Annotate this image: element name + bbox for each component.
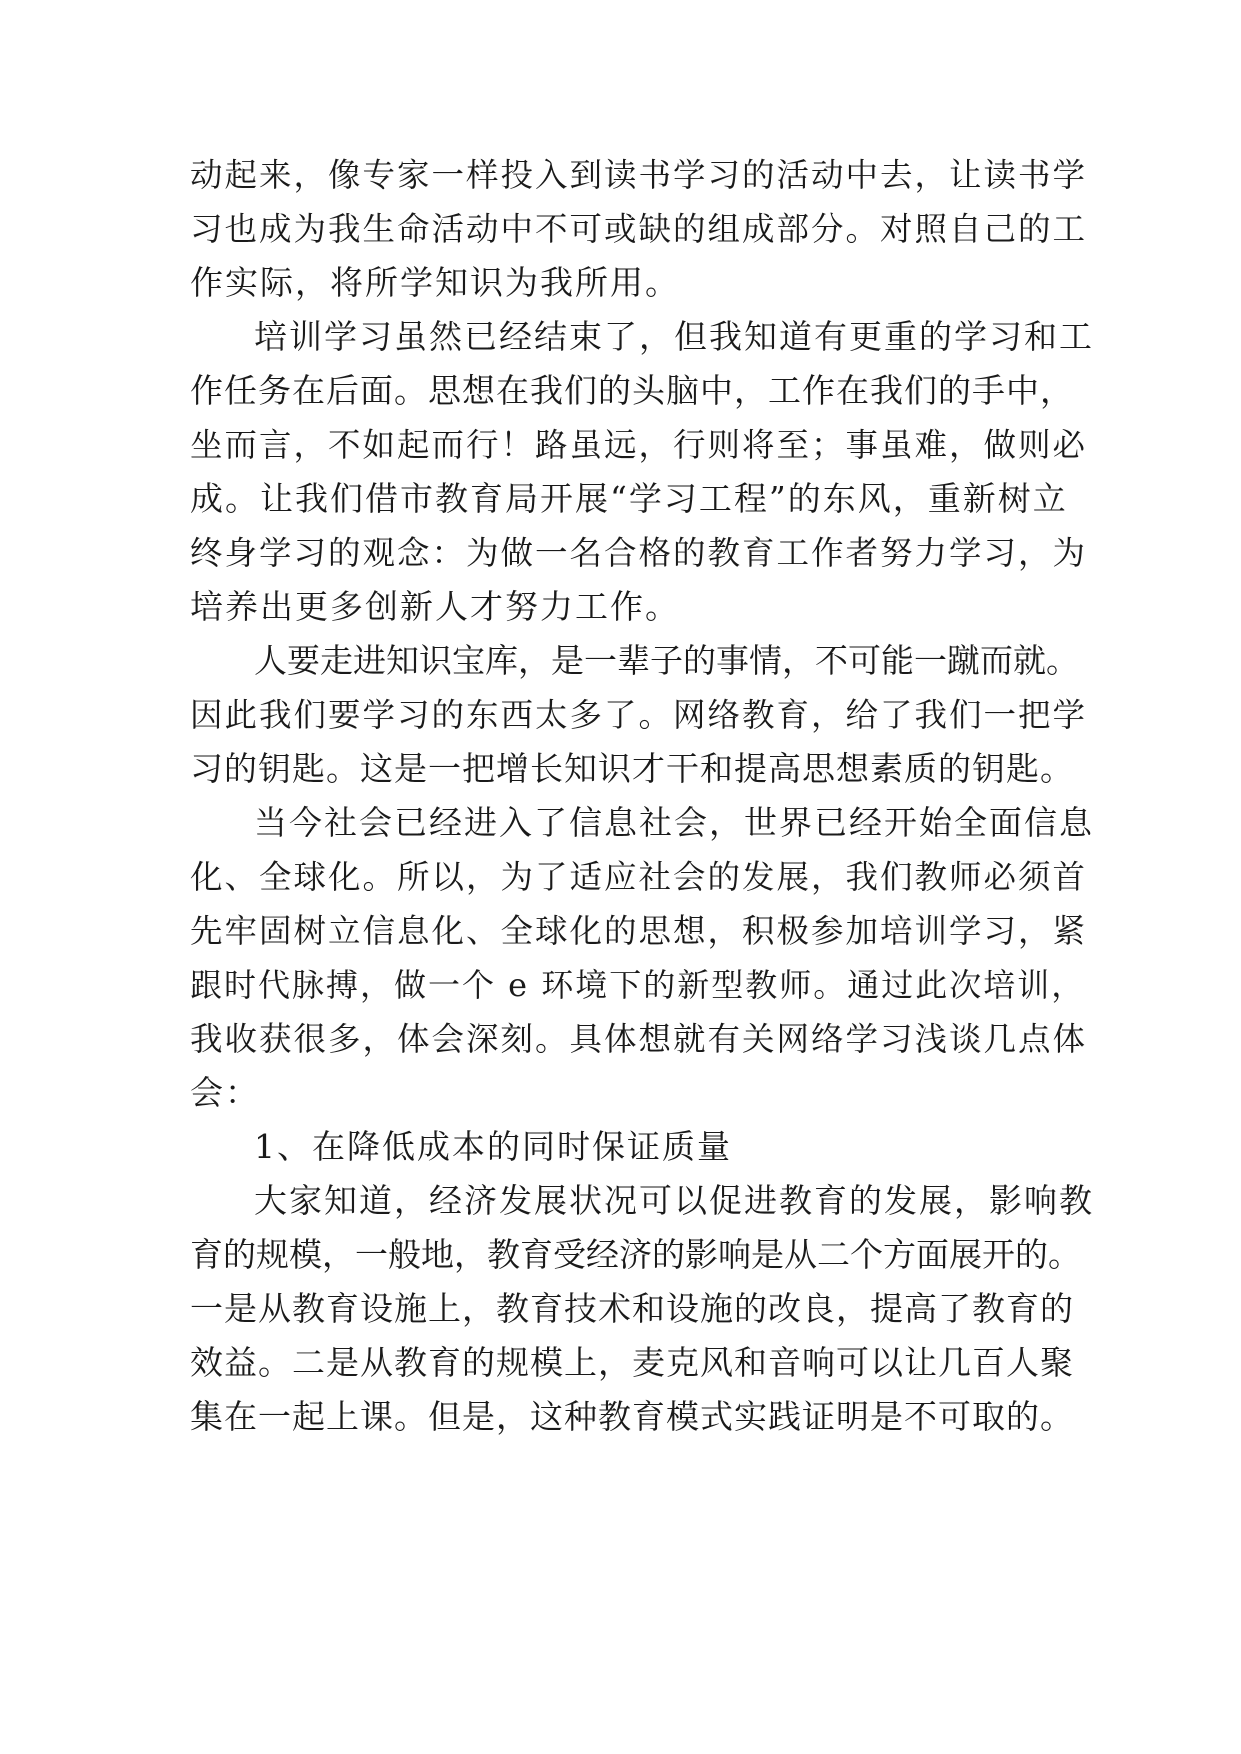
text-line: 动起来，像专家一样投入到读书学习的活动中去，让读书学 (190, 156, 1088, 194)
text-line: 终身学习的观念：为做一名合格的教育工作者努力学习，为 (190, 534, 1088, 572)
text-line: 因此我们要学习的东西太多了。网络教育，给了我们一把学 (190, 696, 1088, 734)
document-body (190, 148, 1094, 1444)
text-line: 一是从教育设施上，教育技术和设施的改良，提高了教育的 (190, 1289, 1074, 1328)
text-line: 化、全球化。所以，为了适应社会的发展，我们教师必须首 (190, 858, 1088, 896)
text-line: 先牢固树立信息化、全球化的思想，积极参加培训学习，紧 (190, 912, 1088, 950)
text-line: 大家知道，经济发展状况可以促进教育的发展，影响教 (254, 1181, 1094, 1220)
text-line: 1、在降低成本的同时保证质量 (254, 1127, 732, 1166)
text-line: 我收获很多，体会深刻。具体想就有关网络学习浅谈几点体 (190, 1020, 1088, 1058)
text-line: 效益。二是从教育的规模上，麦克风和音响可以让几百人聚 (190, 1343, 1074, 1382)
text-line: 会： (190, 1073, 260, 1112)
text-line: 培养出更多创新人才努力工作。 (190, 587, 680, 626)
text-line: 当今社会已经进入了信息社会，世界已经开始全面信息 (254, 803, 1094, 842)
text-line: 培训学习虽然已经结束了，但我知道有更重的学习和工 (254, 317, 1094, 356)
text-line: 作实际，将所学知识为我所用。 (190, 263, 680, 302)
text-line: 成。让我们借市教育局开展“学习工程”的东风，重新树立 (190, 479, 1068, 518)
text-line: 坐而言，不如起而行！路虽远，行则将至；事虽难，做则必 (190, 426, 1088, 464)
text-line: 作任务在后面。思想在我们的头脑中，工作在我们的手中， (190, 371, 1074, 410)
document-page (190, 148, 1094, 1444)
text-line: 育的规模，一般地，教育受经济的影响是从二个方面展开的。 (190, 1235, 1081, 1274)
text-line: 习的钥匙。这是一把增长知识才干和提高思想素质的钥匙。 (190, 749, 1074, 788)
text-line: 习也成为我生命活动中不可或缺的组成部分。对照自己的工 (190, 210, 1088, 248)
text-line: 集在一起上课。但是，这种教育模式实践证明是不可取的。 (190, 1397, 1074, 1436)
text-line: 跟时代脉搏，做一个 e 环境下的新型教师。通过此次培训， (190, 966, 1086, 1004)
text-line: 人要走进知识宝库，是一辈子的事情，不可能一蹴而就。 (254, 641, 1079, 680)
